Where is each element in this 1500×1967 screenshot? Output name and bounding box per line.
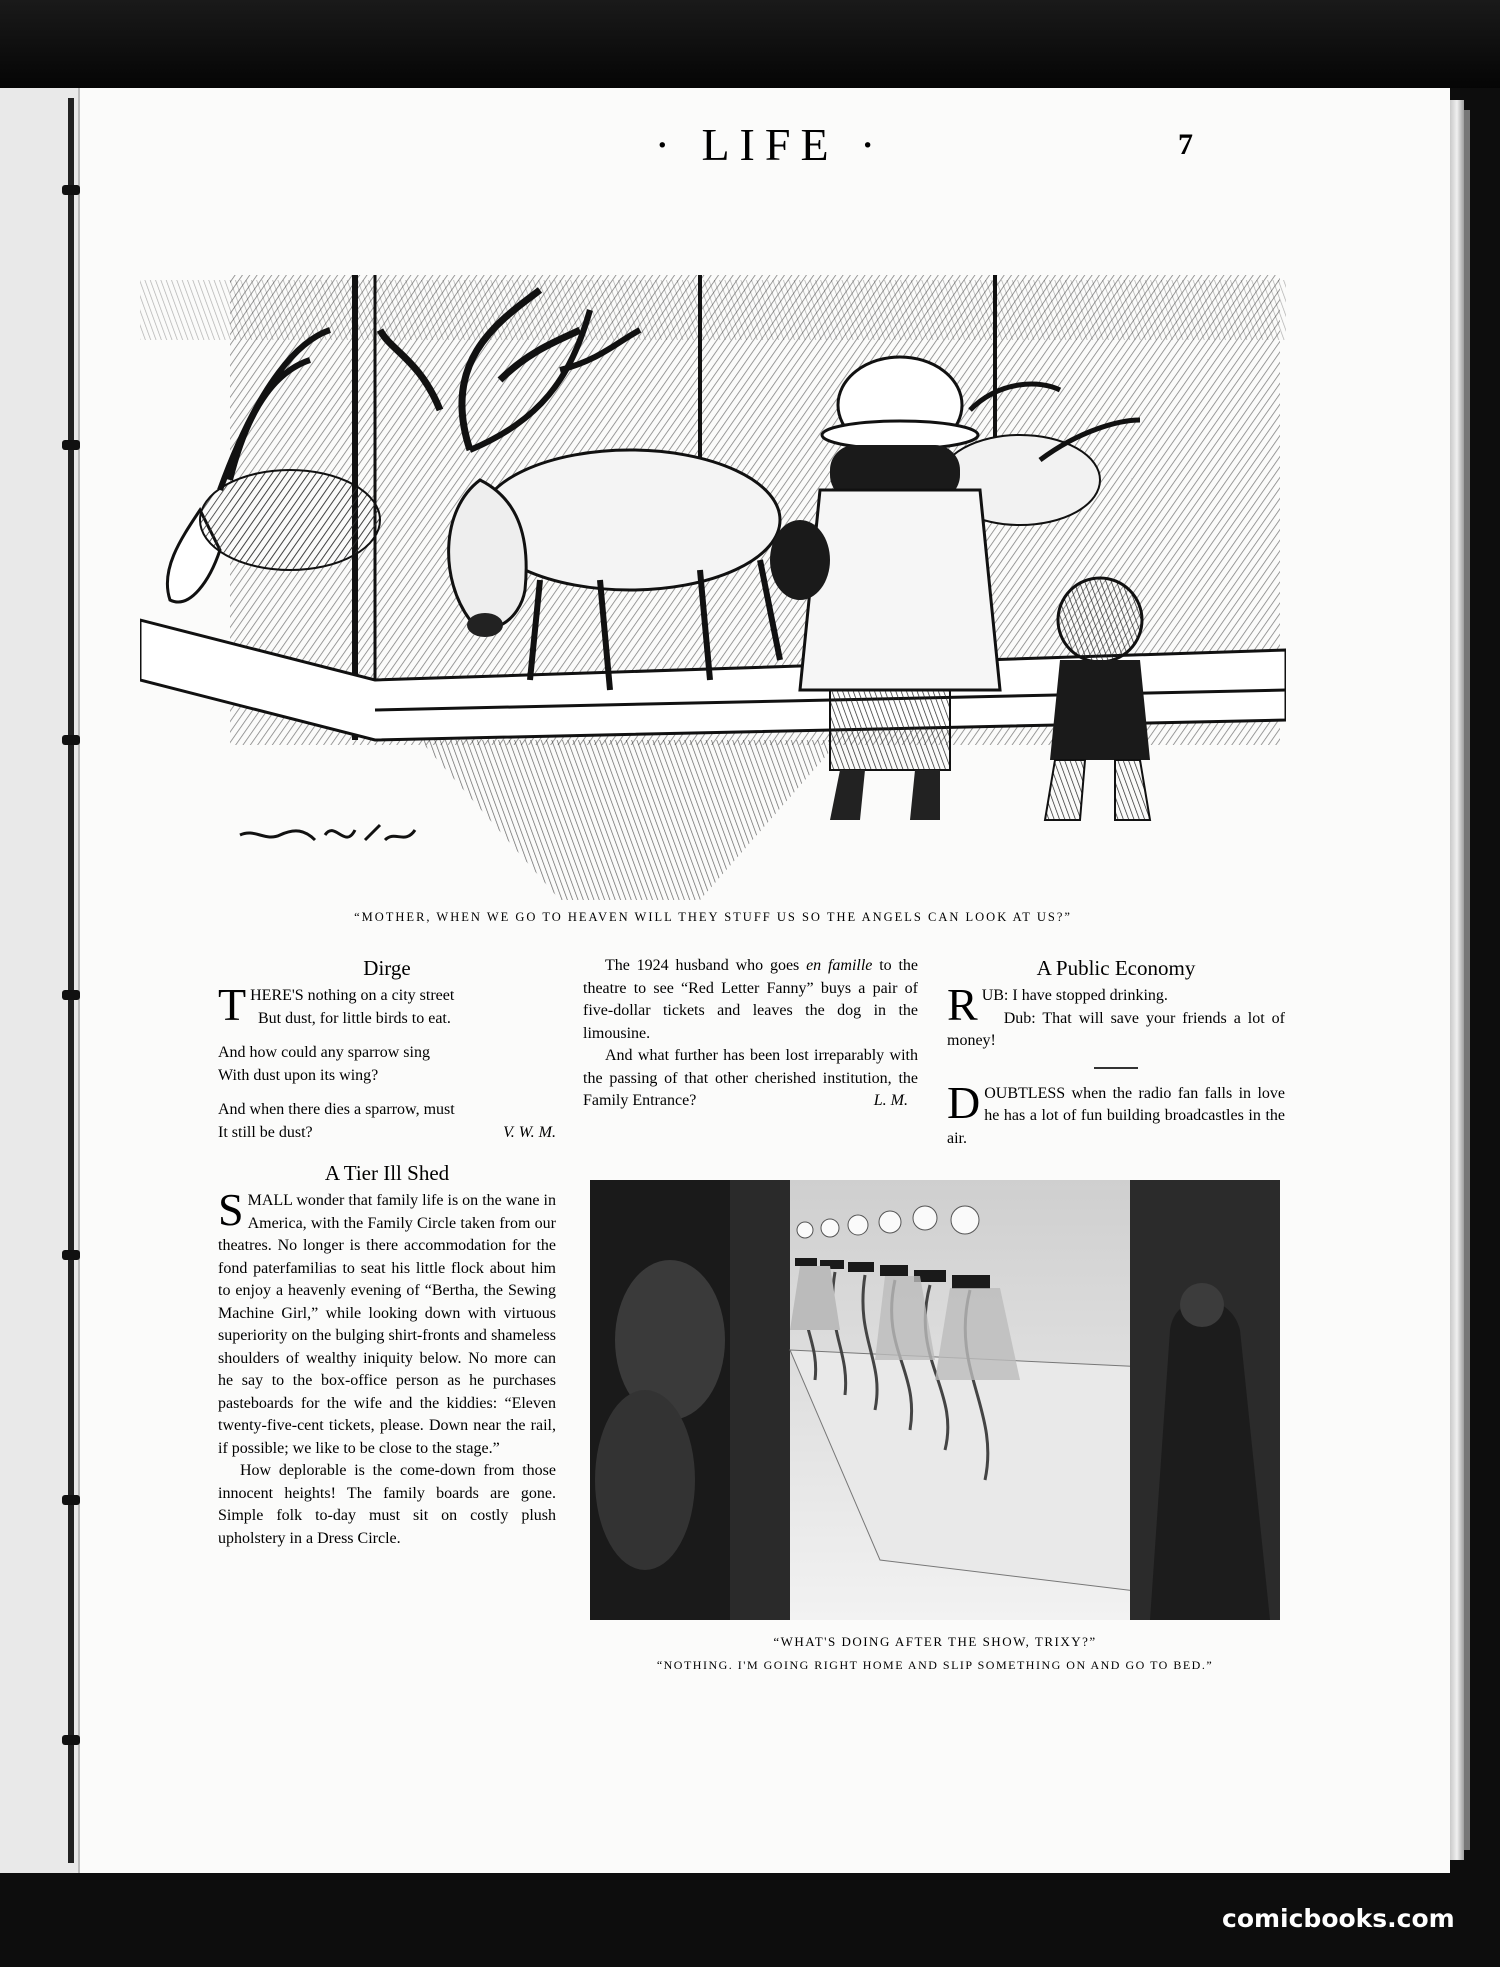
economy-text: UB: I have stopped drinking. xyxy=(981,987,1168,1004)
tier-paragraph-1 xyxy=(218,1184,556,1460)
middle-text: to the theatre to see “Red Letter Fanny” buys a pair of five-dollar tickets and leaves the dog in the limousine. xyxy=(583,957,918,1042)
bottom-cartoon-caption-line-1: “WHAT'S DOING AFTER THE SHOW, TRIXY?” xyxy=(773,1634,1097,1649)
page-number: 7 xyxy=(1178,128,1193,161)
doubtless-paragraph xyxy=(947,1076,1285,1151)
tier-text: MALL wonder that family life is on the wane in America, with the Family Circle taken from our theatres. No longer is there accommodation for the fond paterfamilias to seat his little flock about him to enjoy a heavenly evening of “Bertha, the Sewing Machine Girl,” while looking down with virtuous superiority on the bulging shirt-fronts and shameless shoulders of wealthy iniquity below. No more can he say to the box-office person as he purchases pasteboards for the wife and the kiddies: “Eleven twenty-five-cent tickets, please. Down near the rail, if possible; we like to be close to the stage.” xyxy=(218,1192,556,1457)
middle-paragraph-2 xyxy=(583,1045,918,1113)
poem-line: And how could any sparrow sing xyxy=(218,1044,430,1061)
watermark: comicbooks.com xyxy=(1222,1904,1455,1933)
dirge-dropcap: T xyxy=(218,979,247,1030)
binding-stitch xyxy=(62,1495,80,1505)
middle-signature: L. M. xyxy=(873,1092,908,1109)
dirge-heading: Dirge xyxy=(363,956,411,980)
page-edge xyxy=(1450,100,1464,1860)
chorus-line-cartoon xyxy=(590,1180,1280,1620)
poem-line: And when there dies a sparrow, must xyxy=(218,1101,455,1118)
binding-thread xyxy=(68,98,74,1863)
middle-paragraph-1 xyxy=(583,955,918,1045)
masthead-title: · LIFE · xyxy=(654,119,886,170)
bottom-cartoon-caption-line-2: “NOTHING. I'M GOING RIGHT HOME AND SLIP SOMETHING ON AND GO TO BED.” xyxy=(656,1658,1214,1672)
column-left xyxy=(218,955,556,1550)
binding-stitch xyxy=(62,440,80,450)
binding-stitch xyxy=(62,1250,80,1260)
tier-paragraph-2: How deplorable is the come-down from those innocent heights! The family boards are gone. Simple folk to-day must sit on costly plush upholstery in a Dress Circle. xyxy=(218,1462,556,1547)
economy-heading: A Public Economy xyxy=(1036,956,1196,980)
scan-background xyxy=(0,0,1500,88)
page-edge-shadow xyxy=(1464,110,1470,1850)
binding-stitch xyxy=(62,735,80,745)
poem-line: With dust upon its wing? xyxy=(218,1066,379,1084)
poem-last-line xyxy=(218,1122,556,1145)
doubtless-text: OUBTLESS when the radio fan falls in love he has a lot of fun building broadcastles in the air. xyxy=(947,1084,1285,1147)
poem-line: It still be dust? xyxy=(218,1123,313,1141)
column-right xyxy=(947,955,1285,1150)
top-cartoon-caption: “MOTHER, WHEN WE GO TO HEAVEN WILL THEY STUFF US SO THE ANGELS CAN LOOK AT US?” xyxy=(354,910,1072,924)
binding-stitch xyxy=(62,1735,80,1745)
poem-line: HERE'S nothing on a city street xyxy=(250,987,455,1004)
dirge-signature: V. W. M. xyxy=(503,1123,556,1141)
tier-heading: A Tier Ill Shed xyxy=(324,1161,450,1185)
economy-line-2: Dub: That will save your friends a lot of money! xyxy=(947,1009,1285,1049)
economy-dropcap: R xyxy=(947,979,978,1030)
binding-stitch xyxy=(62,990,80,1000)
binding-stitch xyxy=(62,185,80,195)
section-divider xyxy=(1094,1067,1138,1069)
doubtless-dropcap: D xyxy=(947,1076,981,1128)
tier-dropcap: S xyxy=(218,1184,244,1235)
middle-text: And what further has been lost irreparably with the passing of that other cherished institution, the Family Entrance? xyxy=(583,1047,918,1109)
column-middle xyxy=(583,955,918,1113)
reindeer-museum-cartoon xyxy=(140,180,1286,900)
dirge-poem xyxy=(218,979,556,1144)
middle-text: The 1924 husband who goes xyxy=(605,957,807,974)
poem-line: But dust, for little birds to eat. xyxy=(258,1009,451,1027)
middle-italic-text: en famille xyxy=(806,957,873,974)
